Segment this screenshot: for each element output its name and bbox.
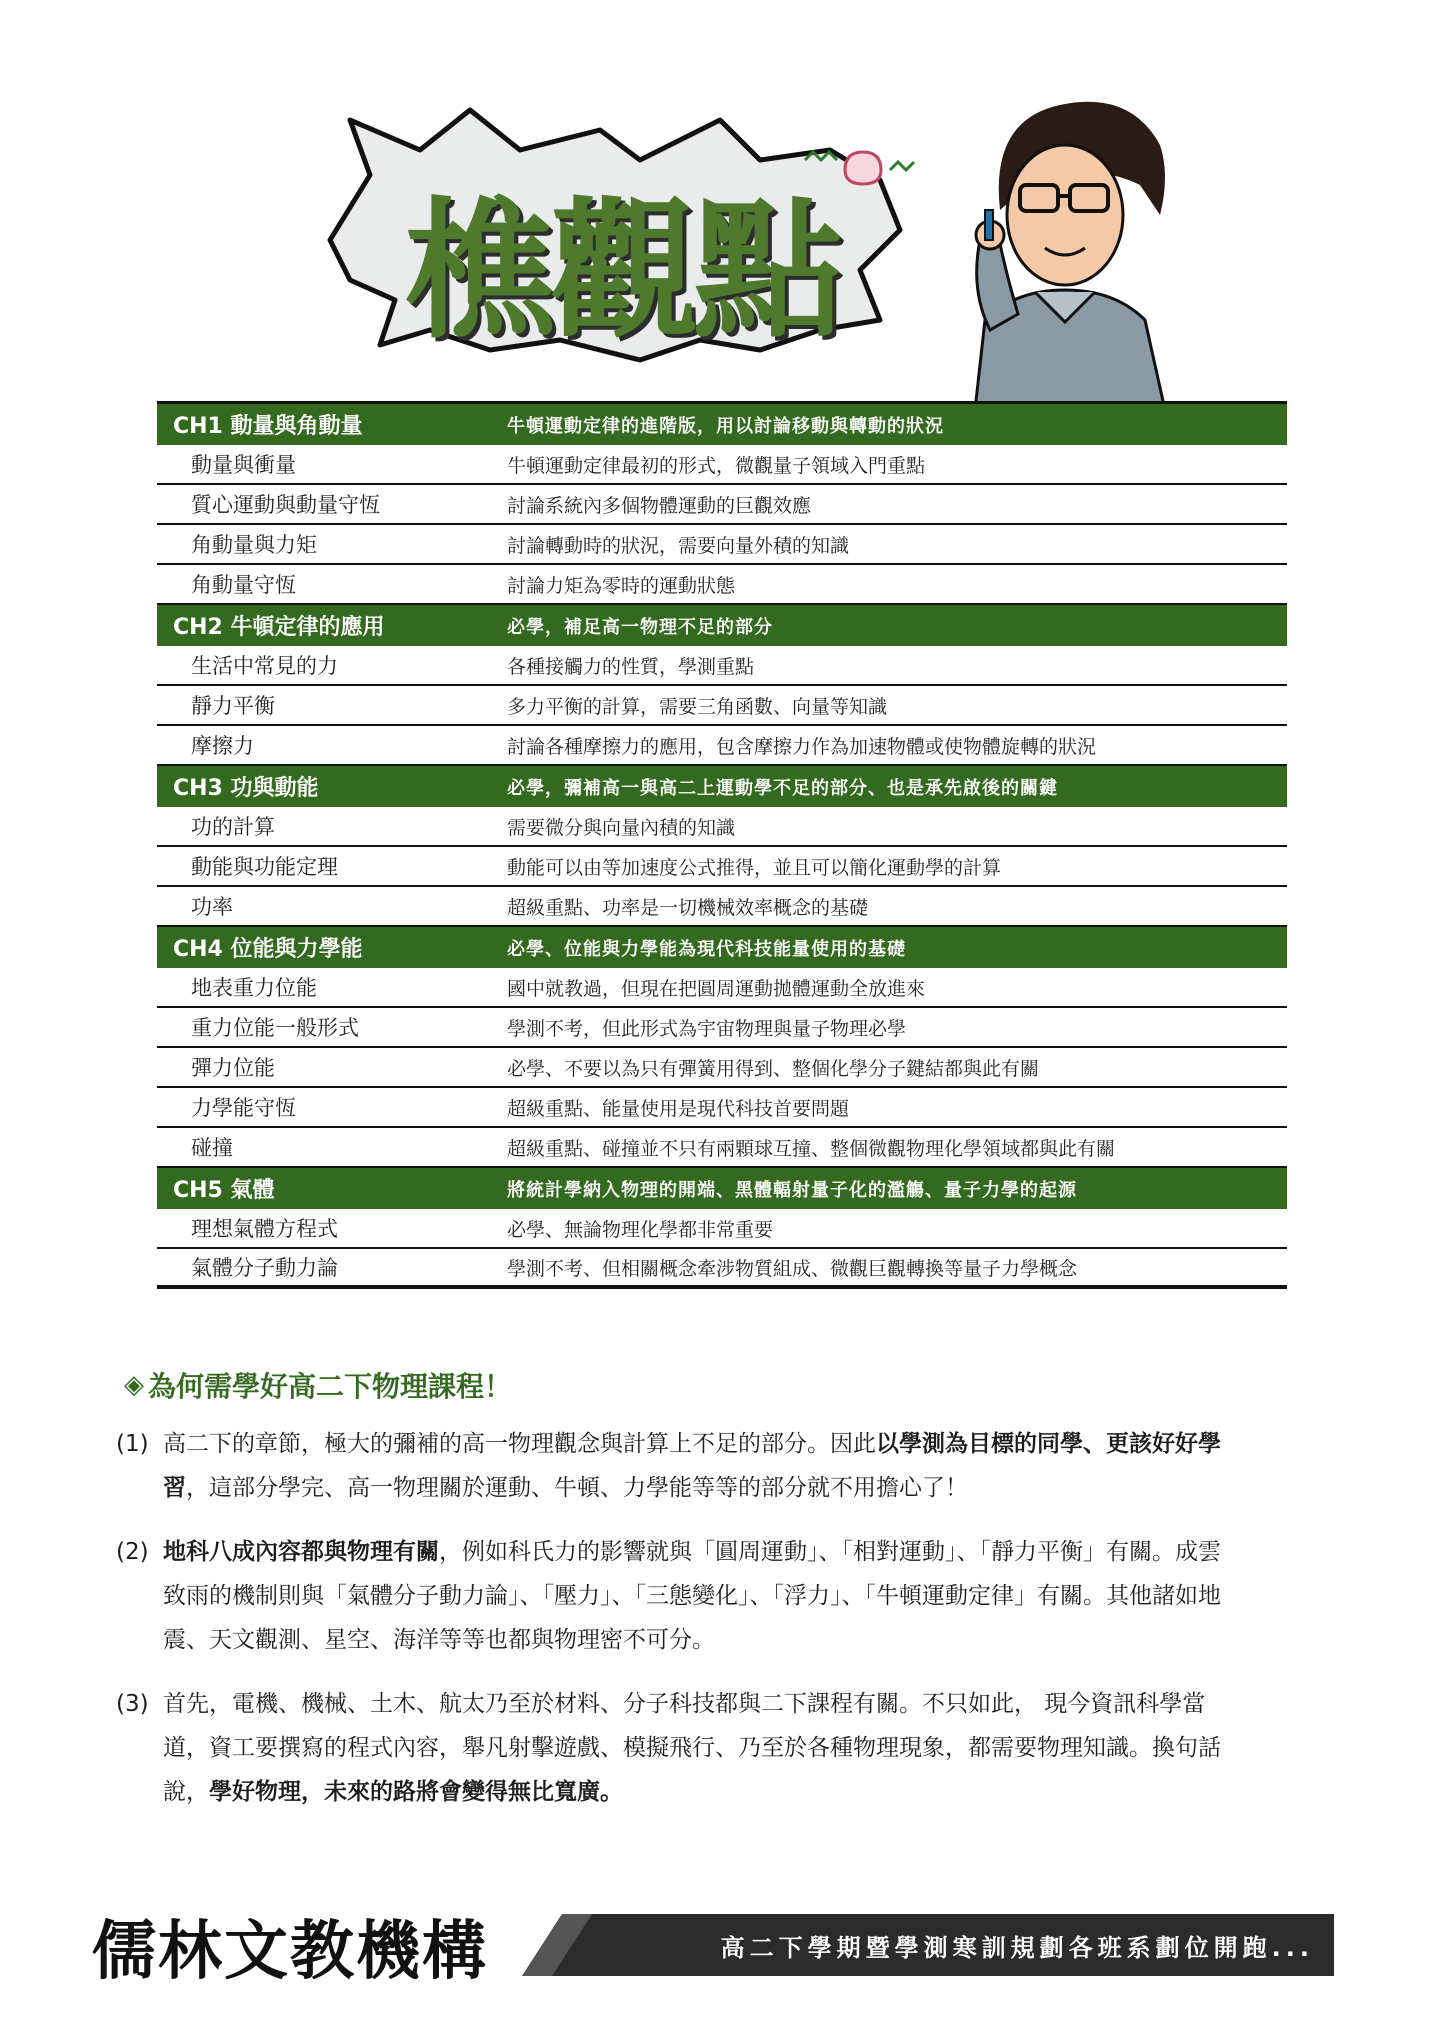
topic-name: 角動量與力矩 (191, 533, 317, 557)
chapter-title: CH4 位能與力學能 (173, 937, 363, 962)
topic-row (157, 1128, 1287, 1168)
chapter-title: CH5 氣體 (173, 1178, 275, 1203)
diamond-icon: ◈ (124, 1370, 144, 1400)
reason-body (163, 1530, 1236, 1662)
topic-name: 彈力位能 (191, 1056, 275, 1080)
topic-note: 討論系統內多個物體運動的巨觀效應 (507, 494, 812, 517)
topic-note: 各種接觸力的性質，學測重點 (507, 655, 755, 678)
reason-text: ，這部分學完、高一物理關於運動、牛頓、力學能等等的部分就不用擔心了！ (186, 1475, 968, 1501)
topic-name: 理想氣體方程式 (191, 1217, 338, 1241)
reason-emphasis: 以學測為目標的同學、更該好好學習 (163, 1431, 1221, 1501)
chapter-summary: 必學、位能與力學能為現代科技能量使用的基礎 (507, 938, 906, 960)
topic-row (157, 847, 1287, 887)
chapter-title: CH3 功與動能 (173, 776, 319, 801)
topic-note: 學測不考，但此形式為宇宙物理與量子物理必學 (507, 1017, 907, 1040)
chapter-summary: 必學，彌補高一與高二上運動學不足的部分、也是承先啟後的關鍵 (507, 777, 1058, 799)
header-title: 樵觀點 (405, 183, 838, 359)
section-heading-text: 為何需學好高二下物理課程！ (148, 1370, 513, 1403)
topic-note: 超級重點、功率是一切機械效率概念的基礎 (507, 896, 869, 919)
topic-note: 動能可以由等加速度公式推得，並且可以簡化運動學的計算 (507, 856, 1002, 879)
topic-row (157, 968, 1287, 1008)
topic-row (157, 1249, 1287, 1289)
brain-icon (845, 152, 881, 184)
topic-row (157, 485, 1287, 525)
chapter-row (157, 927, 1287, 968)
topic-note: 討論各種摩擦力的應用，包含摩擦力作為加速物體或使物體旋轉的狀況 (507, 735, 1097, 758)
chapter-title: CH1 動量與角動量 (173, 414, 363, 439)
topic-row (157, 525, 1287, 565)
topic-note: 討論力矩為零時的運動狀態 (507, 574, 736, 597)
reason-item (116, 1422, 1236, 1510)
reason-number: (3) (116, 1691, 149, 1717)
chapter-row (157, 766, 1287, 807)
topic-note: 超級重點、碰撞並不只有兩顆球互撞、整個微觀物理化學領域都與此有關 (507, 1137, 1116, 1160)
reason-text: 高二下的章節，極大的彌補的高一物理觀念與計算上不足的部分。因此 (163, 1431, 876, 1457)
reason-number: (1) (116, 1431, 149, 1457)
topic-row (157, 565, 1287, 605)
topic-row (157, 686, 1287, 726)
reason-item (116, 1530, 1236, 1662)
reason-body (163, 1682, 1236, 1814)
topic-note: 超級重點、能量使用是現代科技首要問題 (507, 1097, 850, 1120)
topic-name: 質心運動與動量守恆 (191, 493, 380, 517)
reason-number: (2) (116, 1539, 149, 1565)
reason-item (116, 1682, 1236, 1814)
topic-name: 碰撞 (191, 1136, 233, 1160)
chapter-row (157, 605, 1287, 646)
reason-emphasis: 學好物理，未來的路將會變得無比寬廣。 (209, 1779, 623, 1805)
topic-name: 地表重力位能 (191, 976, 317, 1000)
topic-row (157, 1048, 1287, 1088)
topic-name: 功率 (191, 895, 233, 919)
topic-note: 需要微分與向量內積的知識 (507, 816, 736, 839)
chapter-summary: 必學，補足高一物理不足的部分 (507, 616, 773, 638)
topic-row (157, 646, 1287, 686)
chapter-summary: 將統計學納入物理的開端、黑體輻射量子化的濫觴、量子力學的起源 (507, 1179, 1077, 1201)
topic-row (157, 887, 1287, 927)
chapter-table (157, 404, 1287, 1289)
reason-body (163, 1422, 1236, 1510)
chapter-summary: 牛頓運動定律的進階版，用以討論移動與轉動的狀況 (507, 415, 944, 437)
topic-row (157, 1088, 1287, 1128)
reason-text: ，例如科氏力的影響就與「圓周運動」、「相對運動」、「靜力平衡」有關。成雲致雨的機制則與「氣體分子動力論」、「壓力」、「三態變化」、「浮力」、「牛頓運動定律」有關。其他諸如地震、天文觀測、星空、海洋等等也都與物理密不可分。 (163, 1539, 1221, 1653)
reason-emphasis: 地科八成內容都與物理有關 (163, 1539, 439, 1565)
topic-name: 功的計算 (191, 815, 275, 839)
topic-name: 靜力平衡 (191, 694, 275, 718)
topic-note: 多力平衡的計算，需要三角函數、向量等知識 (507, 695, 888, 718)
topic-row (157, 807, 1287, 847)
topic-name: 角動量守恆 (191, 573, 296, 597)
topic-note: 國中就教過，但現在把圓周運動拋體運動全放進來 (507, 977, 926, 1000)
section-heading (124, 1365, 512, 1405)
header-banner (0, 0, 1440, 410)
topic-name: 重力位能一般形式 (191, 1016, 359, 1040)
topic-name: 動能與功能定理 (191, 855, 338, 879)
topic-note: 牛頓運動定律最初的形式，微觀量子領域入門重點 (507, 454, 926, 477)
topic-name: 摩擦力 (191, 734, 254, 758)
chapter-title: CH2 牛頓定律的應用 (173, 615, 385, 640)
topic-name: 生活中常見的力 (191, 654, 338, 678)
footer-banner-text: 高二下學期暨學測寒訓規劃各班系劃位開跑... (720, 1934, 1314, 1962)
character-face (1007, 145, 1123, 285)
topic-note: 學測不考、但相關概念牽涉物質組成、微觀巨觀轉換等量子力學概念 (507, 1257, 1078, 1280)
topic-row (157, 445, 1287, 485)
topic-name: 動量與衝量 (191, 453, 296, 477)
chapter-row (157, 404, 1287, 445)
reason-text: 首先，電機、機械、土木、航太乃至於材料、分子科技都與二下課程有關。不只如此， 現今資訊科學當道，資工要撰寫的程式內容，舉凡射擊遊戲、模擬飛行、乃至於各種物理現象，都需要物理知識。換句話說， (163, 1691, 1221, 1805)
topic-note: 討論轉動時的狀況，需要向量外積的知識 (507, 534, 850, 557)
topic-row (157, 1008, 1287, 1048)
topic-name: 氣體分子動力論 (191, 1256, 338, 1280)
squiggle-right-icon (890, 162, 914, 170)
chapter-row (157, 1168, 1287, 1209)
org-name: 儒林文教機構 (92, 1914, 488, 1989)
topic-row (157, 1209, 1287, 1249)
topic-note: 必學、無論物理化學都非常重要 (507, 1218, 774, 1241)
footer-banner (522, 1914, 1334, 1976)
topic-name: 力學能守恆 (191, 1096, 296, 1120)
chalk-icon (985, 210, 993, 240)
topic-note: 必學、不要以為只有彈簧用得到、整個化學分子鍵結都與此有關 (507, 1057, 1040, 1080)
topic-row (157, 726, 1287, 766)
